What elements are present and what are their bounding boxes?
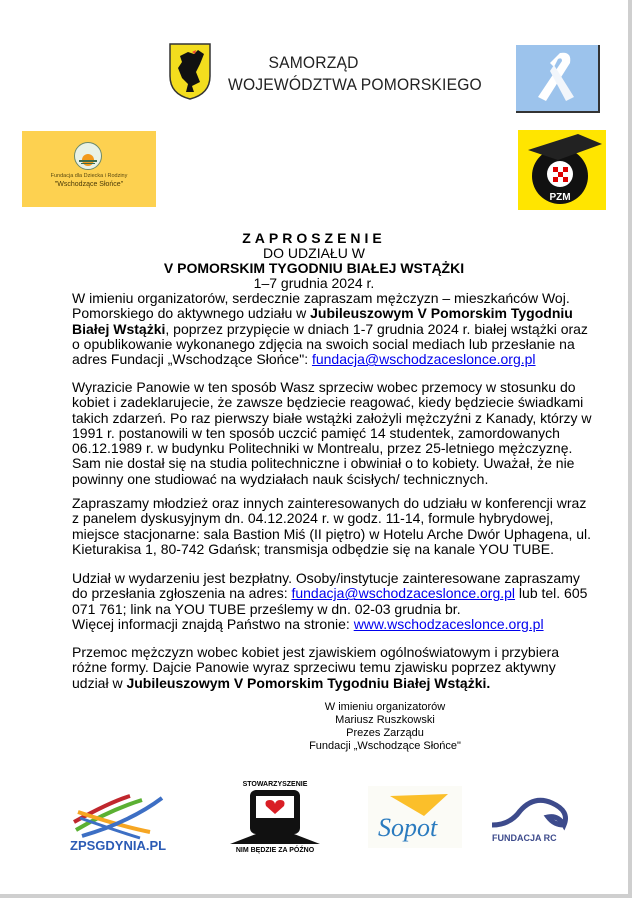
stow-top-label: STOWARZYSZENIE (242, 781, 308, 788)
signature-block: W imieniu organizatorów Mariusz Ruszkowski Prezes Zarządu Fundacji „Wschodzące Słońce" (309, 701, 461, 752)
sopot-logo (368, 786, 462, 848)
paragraph-conference: Zapraszamy młodzież oraz innych zainteresowanych do udziału w konferencji wraz z panelem dyskusyjnym dn. 04.12.2024 r. w godz. 11-14, formule hybrydowej, miejsce stacjonarne: sala Bastion Miś (II piętro) w Hotelu Arche Dwór Uphagena, ul. Kieturakisa 1, 80-742 Gdańsk; transmisja odbędzie się na kanale YOU TUBE. (72, 495, 592, 557)
ribbon-icon (516, 45, 598, 111)
white-ribbon-logo (516, 45, 600, 113)
sopot-label: Sopot (378, 813, 438, 842)
sun-icon (74, 142, 102, 170)
paragraph-closing: Przemoc mężczyzn wobec kobiet jest zjawiskiem ogólnoświatowym i przybiera różne formy. Dajcie Panowie wyraz sprzeciwu temu zjawisku poprzez aktywny udział w Jubileuszowym V Pomorskim Tygodniu Białej Wstążki. (72, 644, 560, 691)
paragraph-history: Wyrazicie Panowie w ten sposób Wasz sprzeciw wobec przemocy w stosunku do kobiet i zadeklarujecie, że zawsze będziecie reagować, kiedy będziecie świadkami takich zdarzeń. Po raz pierwszy białe wstążki założyli mężczyźni z Kanady, którzy w 1991 r. postanowili w ten sposób uczcić pamięć 14 studentek, zamordowanych 06.12.1989 r. w budynku Politechniki w Montrealu, przez 25-letniego mężczyznę. Sam nie dostał się na studia politechniczne i obwiniał o to kobiety. Uważał, że nie powinny one studiować na wydziałach nauk ścisłych/ technicznych. (72, 379, 592, 487)
fundacja-rc-logo (490, 795, 576, 845)
title-event: V POMORSKIM TYGODNIU BIAŁEJ WSTĄŻKI (163, 260, 465, 276)
rc-label: FUNDACJA RC (492, 833, 557, 843)
samorzad-logo-text: SAMORZĄD WOJEWÓDZTWA POMORSKIEGO (228, 53, 482, 94)
email-link-registration[interactable]: fundacja@wschodzaceslonce.org.pl (291, 585, 516, 602)
nim-bedzie-za-pozno-logo (226, 778, 324, 854)
title-participation: DO UDZIAŁU W (263, 245, 365, 261)
zps-label: ZPSGDYNIA.PL (70, 838, 167, 852)
pomorskie-crest-icon (168, 42, 212, 100)
title-date: 1–7 grudnia 2024 r. (253, 275, 375, 291)
wschodzace-slonce-logo: Fundacja dla Dziecka i Rodziny "Wschodzące Słońce" (22, 131, 156, 207)
pzm-label: PZM (549, 192, 571, 203)
pzm-logo (518, 130, 606, 210)
paragraph-registration: Udział w wydarzeniu jest bezpłatny. Osoby/instytucje zainteresowane zapraszamy do przesłania zgłoszenia na adres: fundacja@wschodzaceslonce.org.pl lub tel. 605 071 761; link na YOU TUBE prześlemy w dn. 02-03 grudnia br. Więcej informacji znajdą Państwo na stronie: www.wschodzaceslonce.org.pl (72, 570, 588, 632)
title-invitation: ZAPROSZENIE (242, 230, 386, 246)
paragraph-invitation: W imieniu organizatorów, serdecznie zapraszam mężczyzn – mieszkańców Woj. Pomorskiego do aktywnego udziału w Jubileuszowym V Pomorskim Tygodniu Białej Wstążki, poprzez przypięcie w dniach 1-7 grudnia 2024 r. białej wstążki oraz o opublikowanie wykonanego zdjęcia na swoich social mediach lub przesłanie na adres Fundacji „Wschodzące Słońce": fundacja@wschodzaceslonce.org.pl (72, 290, 588, 368)
zpsgdynia-logo (70, 792, 170, 852)
stow-bottom-label: NIM BĘDZIE ZA PÓŹNO (235, 847, 315, 854)
website-link[interactable]: www.wschodzaceslonce.org.pl (353, 615, 544, 632)
email-link[interactable]: fundacja@wschodzaceslonce.org.pl (311, 351, 536, 368)
